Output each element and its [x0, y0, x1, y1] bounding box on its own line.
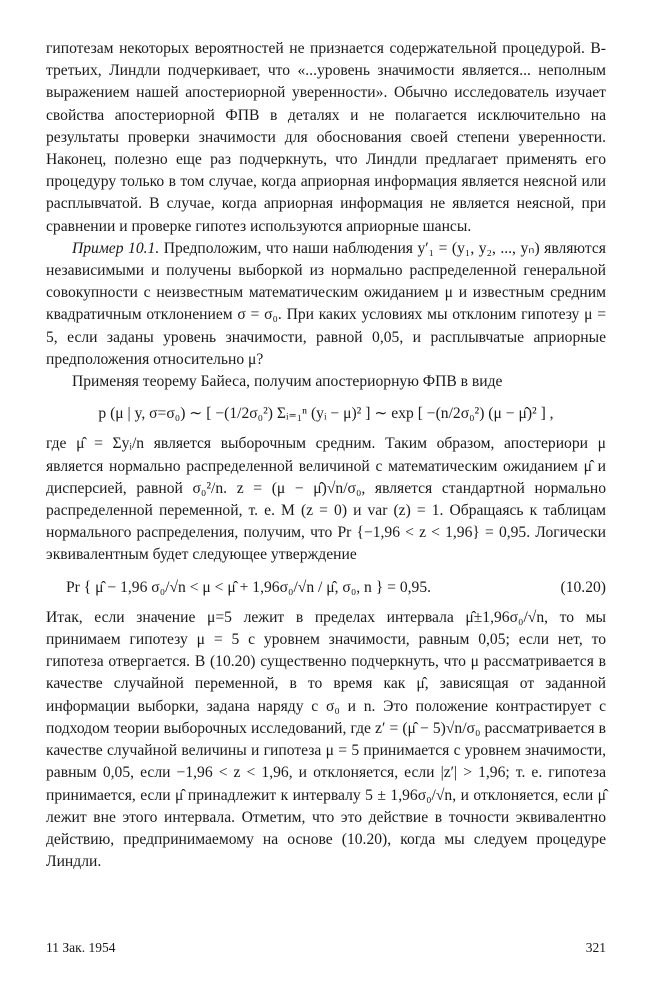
paragraph-intro: гипотезам некоторых вероятностей не признается содержательной процедурой. В-третьих, Линдли подчеркивает, что «...уровень значимости является... неполным выражением нашей апостериорной уверенности». Обычно исследователь изучает свойства апостериорной ФПВ в деталях и не полагается исключительно на результаты проверки значимости для обоснования своей степени уверенности. Наконец, полезно еще раз подчеркнуть, что Линдли предлагает применять его процедуру только в том случае, когда априорная информация является неясной или расплывчатой. В случае, когда априорная информация не является неясной, при сравнении и проверке гипотез используются априорные шансы.: [46, 40, 606, 235]
example-label: Пример 10.1.: [72, 239, 160, 257]
equation-number: (10.20): [560, 578, 606, 596]
formula-interval-body: Pr { μ̂ − 1,96 σ₀/√n < μ < μ̂ + 1,96σ₀/√n / μ̂, σ₀, n } = 0,95.: [66, 578, 432, 596]
page-number: 321: [585, 940, 606, 955]
paragraph-conclusion: Итак, если значение μ=5 лежит в пределах интервала μ̂±1,96σ₀/√n, то мы принимаем гипотезу μ = 5 с уровнем значимости, равным 0,05; если нет, то гипотеза отвергается. В (10.20) существенно подчеркнуть, что μ рассматривается в качестве случайной переменной, в то время как μ̂, зависящая от заданной информации выборки, задана наряду с σ₀ и n. Это положение контрастирует с подходом теории выборочных исследований, где z′ = (μ̂ − 5)√n/σ₀ рассматривается в качестве случайной величины и гипотеза μ = 5 принимается с уровнем значимости, равным 0,05, если −1,96 < z < 1,96, и отклоняется, если |z′| > 1,96; т. е. гипотеза принимается, если μ̂ принадлежит к интервалу 5 ± 1,96σ₀/√n, и отклоняется, если μ̂ лежит вне этого интервала. Отметим, что это действие в точности эквивалентно действию, предпринимаемому на основе (10.20), когда мы следуем процедуре Линдли.: [46, 608, 606, 871]
paragraph-sample-mean: где μ̂ = Σyᵢ/n является выборочным средним. Таким образом, апостериори μ является нормально распределенной величиной с математическим ожиданием μ̂ и дисперсией, равной σ₀²/n. z = (μ − μ̂)√n/σ₀, является стандартной нормально распределенной переменной, т. е. M (z = 0) и var (z) = 1. Обращаясь к таблицам нормального распределения, получим, что Pr {−1,96 < z < 1,96} = 0,95. Логически эквивалентным будет следующее утверждение: [46, 435, 606, 564]
body-text: [46, 38, 606, 873]
paragraph-bayes: Применяя теорему Байеса, получим апостериорную ФПВ в виде: [72, 373, 503, 391]
example-text: Предположим, что наши наблюдения y′₁ = (y₁, y₂, ..., yₙ) являются независимыми и получены выборкой из нормально распределенной генеральной совокупности с неизвестным математическим ожиданием μ и известным средним квадратичным отклонением σ = σ₀. При каких условиях мы отклоним гипотезу μ = 5, если заданы уровень значимости, равной 0,05, и расплывчатые априорные предположения относительно μ?: [46, 239, 606, 368]
paragraph-example: [46, 238, 606, 371]
printer-signature: 11 Зак. 1954: [46, 940, 116, 955]
formula-posterior: p (μ | y, σ=σ₀) ∼ [ −(1/2σ₀²) Σᵢ₌₁ⁿ (yᵢ − μ)² ] ∼ exp [ −(n/2σ₀²) (μ − μ̂)² ] ,: [98, 405, 554, 423]
formula-interval: [46, 577, 606, 599]
